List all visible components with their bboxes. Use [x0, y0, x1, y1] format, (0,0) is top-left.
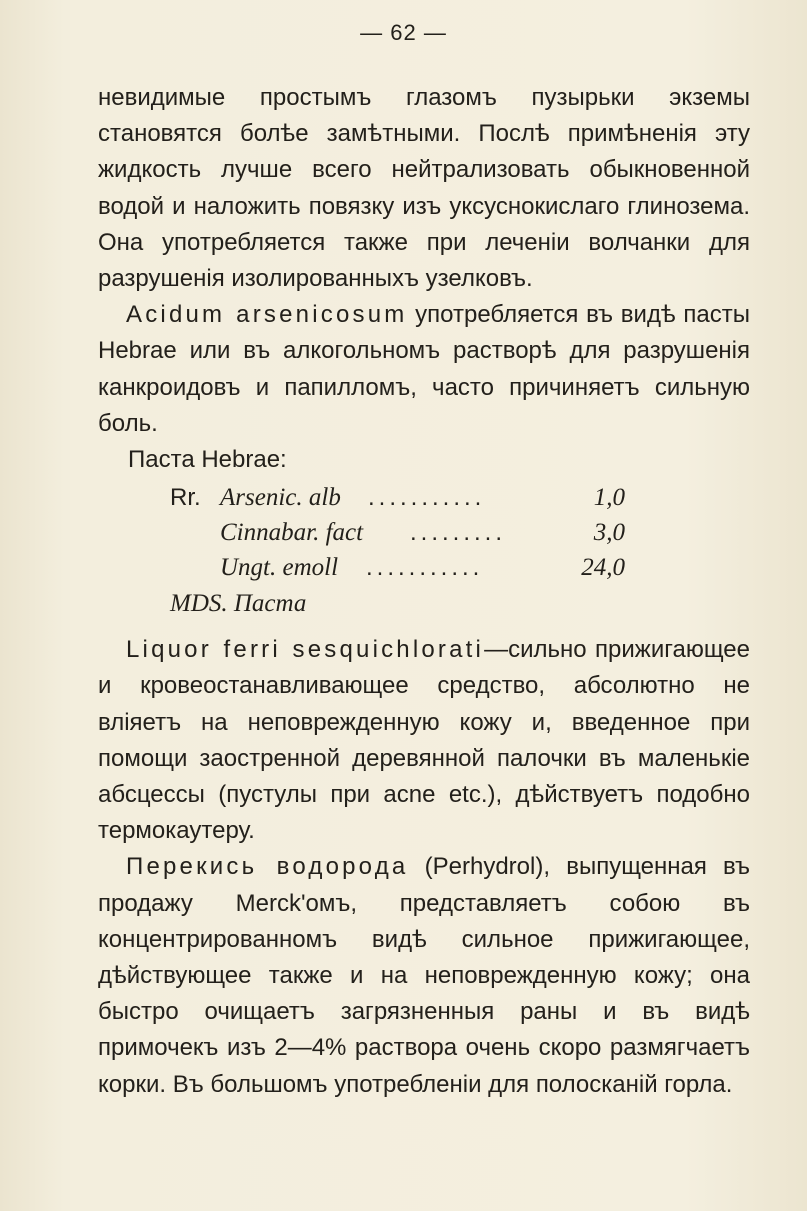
recipe-row	[98, 515, 750, 551]
paragraph-2-text: употребляется въ видѣ пасты Hebrae или въ алкогольномъ растворѣ для разрушенія канкроидовъ и папилломъ, часто причиняетъ сильную боль.	[98, 301, 750, 437]
recipe-dots: .........	[410, 519, 507, 547]
paragraph-2	[98, 297, 750, 442]
page-body	[98, 80, 750, 1103]
recipe-item-quantity: 24,0	[581, 554, 625, 582]
term-liquor-ferri: Liquor ferri sesquichlorati	[126, 636, 485, 664]
paragraph-4-text: (Perhydrol), выпущенная въ продажу Merck'омъ, представляетъ собою въ концентрированномъ видѣ сильное прижигающее, дѣйствующее также и на неповрежденную кожу; она быстро очищаетъ загрязненныя раны и въ видѣ примочекъ изъ 2—4% раствора очень скоро размягчаетъ корки. Въ большомъ употребленіи для полосканій горла.	[98, 853, 750, 1098]
recipe-prefix: Rr.	[170, 484, 201, 512]
term-acidum-arsenicosum: Acidum arsenicosum	[126, 301, 408, 329]
term-perekis-vodoroda: Перекись водорода	[126, 853, 409, 881]
recipe-block	[98, 480, 750, 622]
recipe-dots: ...........	[366, 554, 484, 582]
recipe-item-name: Cinnabar. fact	[220, 519, 364, 547]
recipe-item-quantity: 1,0	[593, 484, 625, 512]
recipe-item-quantity: 3,0	[593, 519, 625, 547]
paragraph-3-text: —сильно прижигающее и кровеостанавливающее средство, абсолютно не вліяетъ на неповрежденную кожу и, введенное при помощи заостренной деревянной палочки въ маленькіе абсцессы (пустулы при acne etc.), дѣйствуетъ подобно термокаутеру.	[98, 636, 750, 845]
paragraph-4	[98, 849, 750, 1102]
recipe-row	[98, 480, 750, 516]
recipe-item-name: Arsenic. alb	[220, 484, 341, 512]
paragraph-3	[98, 632, 750, 849]
paragraph-1: невидимые простымъ глазомъ пузырьки экземы становятся болѣе замѣтными. Послѣ примѣненія эту жидкость лучше всего нейтрализовать обыкновенной водой и наложить повязку изъ уксуснокислаго глинозема. Она употребляется также при леченіи волчанки для разрушенія изолированныхъ узелковъ.	[98, 84, 750, 293]
page-number: — 62 —	[360, 20, 447, 45]
recipe-item-name: Ungt. emoll	[220, 554, 339, 582]
recipe-row	[98, 550, 750, 586]
recipe-signature: MDS. Паста	[170, 590, 307, 618]
recipe-dots: ...........	[368, 484, 486, 512]
paste-hebrae-title: Паста Hebrae:	[128, 446, 287, 474]
